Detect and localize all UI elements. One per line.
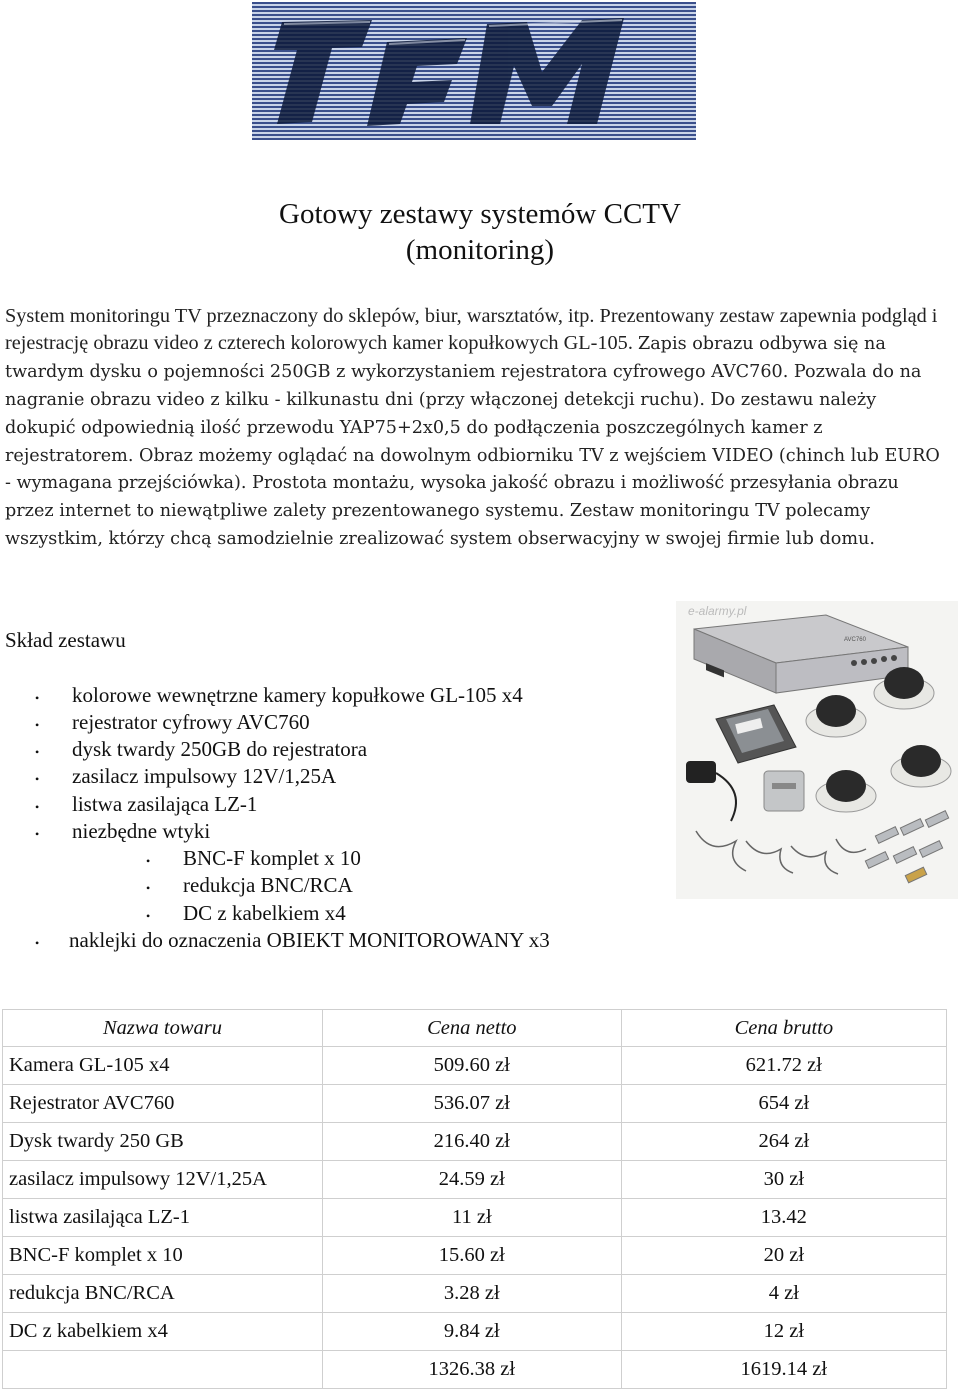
list-bullet: • xyxy=(35,718,40,732)
table-row xyxy=(3,1199,947,1237)
net-price-cell: 3.28 zł xyxy=(323,1275,622,1313)
list-item: niezbędne wtyki xyxy=(72,819,211,843)
list-subitem: redukcja BNC/RCA xyxy=(183,873,353,897)
gross-price-cell: 654 zł xyxy=(621,1085,946,1123)
column-header-product: Nazwa towaru xyxy=(3,1010,323,1047)
list-item: rejestrator cyfrowy AVC760 xyxy=(72,710,310,734)
product-name-cell: Dysk twardy 250 GB xyxy=(3,1123,323,1161)
product-name-cell: Kamera GL-105 x4 xyxy=(3,1047,323,1085)
photo-watermark: e-alarmy.pl xyxy=(688,604,747,618)
net-price-cell: 11 zł xyxy=(323,1199,622,1237)
list-item: dysk twardy 250GB do rejestratora xyxy=(72,737,368,761)
hard-drive-image xyxy=(716,705,796,763)
list-item: zasilacz impulsowy 12V/1,25A xyxy=(72,764,337,788)
total-gross-cell: 1619.14 zł xyxy=(621,1351,946,1389)
kit-section-title: Skład zestawu xyxy=(5,628,126,652)
list-bullet: • xyxy=(35,745,40,759)
logo-graphic xyxy=(252,2,696,140)
table-row xyxy=(3,1237,947,1275)
table-header-row xyxy=(3,1010,947,1047)
table-row xyxy=(3,1275,947,1313)
product-photo xyxy=(676,601,958,899)
gross-price-cell: 264 zł xyxy=(621,1123,946,1161)
list-item: kolorowe wewnętrzne kamery kopułkowe GL-105 x4 xyxy=(72,683,523,707)
gross-price-cell: 20 zł xyxy=(621,1237,946,1275)
gross-price-cell: 4 zł xyxy=(621,1275,946,1313)
table-row xyxy=(3,1047,947,1085)
intro-sentence: System monitoringu TV przeznaczony do sklepów, biur, warsztatów, itp. Prezentowany zestaw zapewnia podgląd i rejestrację obrazu video z czterech kolorowych kamer kopułkowych GL-105. xyxy=(5,305,938,354)
list-bullet: • xyxy=(35,827,40,841)
product-name-cell: DC z kabelkiem x4 xyxy=(3,1313,323,1351)
net-price-cell: 15.60 zł xyxy=(323,1237,622,1275)
net-price-cell: 509.60 zł xyxy=(323,1047,622,1085)
gross-price-cell: 12 zł xyxy=(621,1313,946,1351)
table-row xyxy=(3,1313,947,1351)
list-bullet: • xyxy=(35,936,40,950)
device-label: AVC760 xyxy=(844,637,866,643)
page-title-line-2: (monitoring) xyxy=(405,234,555,266)
gross-price-cell: 621.72 zł xyxy=(621,1047,946,1085)
list-bullet: • xyxy=(146,881,151,895)
intro-sentence: Zapis obrazu odbywa się na twardym dysku o pojemności 250GB z wykorzystaniem rejestratora cyfrowego AVC760. xyxy=(5,333,886,382)
list-bullet: • xyxy=(35,772,40,786)
power-strip-image xyxy=(764,771,804,811)
net-price-cell: 216.40 zł xyxy=(323,1123,622,1161)
table-row xyxy=(3,1085,947,1123)
table-row xyxy=(3,1161,947,1199)
cctv-kit-illustration xyxy=(676,601,958,899)
net-price-cell: 9.84 zł xyxy=(323,1313,622,1351)
list-bullet: • xyxy=(35,800,40,814)
gross-price-cell: 13.42 xyxy=(621,1199,946,1237)
cables-image xyxy=(696,831,866,874)
recorder-image xyxy=(694,615,908,693)
table-row xyxy=(3,1123,947,1161)
list-bullet: • xyxy=(146,854,151,868)
page-title xyxy=(0,196,960,268)
dome-camera-image xyxy=(806,667,951,812)
product-name-cell: zasilacz impulsowy 12V/1,25A xyxy=(3,1161,323,1199)
bnc-connectors-image xyxy=(865,811,948,883)
list-subitem: DC z kabelkiem x4 xyxy=(183,901,346,925)
product-name-cell: listwa zasilająca LZ-1 xyxy=(3,1199,323,1237)
list-subitem: BNC-F komplet x 10 xyxy=(183,846,361,870)
intro-sentence: Obraz możemy oglądać na dowolnym odbiorniku TV z wejściem VIDEO (chinch lub EURO - wymagana przejściówka). xyxy=(5,445,940,494)
list-item: listwa zasilająca LZ-1 xyxy=(72,792,258,816)
intro-sentence: Prostota montażu, wysoka jakość obrazu i możliwość przesyłania obrazu przez internet to niewątpliwe zalety prezentowanego systemu. xyxy=(5,473,899,522)
column-header-gross-price: Cena brutto xyxy=(621,1010,946,1047)
page-title-line-1: Gotowy zestawy systemów CCTV xyxy=(279,198,681,230)
table-total-row xyxy=(3,1351,947,1389)
company-logo xyxy=(252,2,696,140)
power-adapter-image xyxy=(686,761,736,821)
product-name-cell: redukcja BNC/RCA xyxy=(3,1275,323,1313)
intro-paragraph xyxy=(5,303,951,553)
list-bullet: • xyxy=(35,691,40,705)
price-table xyxy=(2,1009,947,1389)
intro-sentence: Do zestawu należy dokupić odpowiednią ilość przewodu YAP75+2x0,5 do podłączenia poszczególnych kamer z rejestratorem. xyxy=(5,389,877,466)
total-label-cell xyxy=(3,1351,323,1389)
intro-sentence: Zestaw monitoringu TV polecamy wszystkim, którzy chcą samodzielnie zrealizować system obserwacyjny w swojej firmie lub domu. xyxy=(5,501,875,550)
product-name-cell: Rejestrator AVC760 xyxy=(3,1085,323,1123)
gross-price-cell: 30 zł xyxy=(621,1161,946,1199)
list-bullet: • xyxy=(146,909,151,923)
intro-sentence: Pozwala do na nagranie obrazu video z kilku - kilkunastu dni (przy włączonej detekcji ruchu). xyxy=(5,361,922,410)
column-header-net-price: Cena netto xyxy=(323,1010,622,1047)
net-price-cell: 536.07 zł xyxy=(323,1085,622,1123)
product-name-cell: BNC-F komplet x 10 xyxy=(3,1237,323,1275)
list-item: naklejki do oznaczenia OBIEKT MONITOROWANY x3 xyxy=(69,928,550,952)
net-price-cell: 24.59 zł xyxy=(323,1161,622,1199)
total-net-cell: 1326.38 zł xyxy=(323,1351,622,1389)
